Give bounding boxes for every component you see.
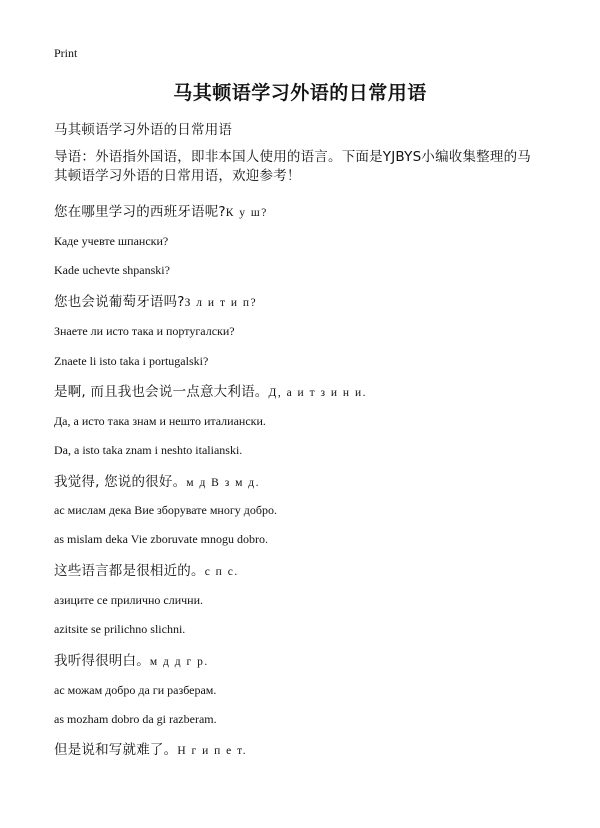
- phrase-chinese-tail: К у ш?: [225, 207, 268, 219]
- phrase-cyrillic: азиците се прилично слични.: [54, 593, 204, 607]
- page-title: 马其顿语学习外语的日常用语: [173, 82, 427, 104]
- phrase-cyrillic: Знаете ли исто така и португалски?: [54, 324, 235, 338]
- phrase-chinese-tail: с п с.: [204, 566, 239, 578]
- phrase-chinese-tail: м д В з м д.: [186, 477, 261, 489]
- phrase-chinese: 这些语言都是很相近的。с п с.: [54, 563, 239, 579]
- phrase-latin: Da, a isto taka znam i neshto italianski.: [54, 443, 243, 457]
- phrase-latin: as mozham dobro da gi razberam.: [54, 712, 217, 726]
- phrase-cyrillic: Да, а исто така знам и нешто италиански.: [54, 414, 266, 428]
- print-link[interactable]: Print: [54, 46, 78, 60]
- phrase-chinese-tail: Д, а и т з и н и.: [268, 387, 367, 399]
- phrase-chinese: 您也会说葡萄牙语吗?З л и т и п?: [54, 294, 258, 310]
- phrase-cyrillic: ас можам добро да ги разберам.: [54, 683, 217, 697]
- phrase-cyrillic: ас мислам дека Вие зборувате многу добро.: [54, 503, 277, 517]
- article-lead: 导语：外语指外国语，即非本国人使用的语言。下面是YJBYS小编收集整理的马其顿语学习外语的日常用语，欢迎参考！: [54, 149, 531, 184]
- phrase-chinese: 您在哪里学习的西班牙语呢?К у ш?: [54, 204, 268, 220]
- phrase-cyrillic: Каде учевте шпански?: [54, 234, 169, 248]
- phrase-chinese: 我觉得, 您说的很好。м д В з м д.: [54, 474, 261, 490]
- phrase-latin: azitsite se prilichno slichni.: [54, 622, 186, 636]
- phrase-chinese: 是啊, 而且我也会说一点意大利语。Д, а и т з и н и.: [54, 384, 367, 400]
- phrase-chinese: 我听得很明白。м д д г р.: [54, 653, 209, 669]
- phrase-chinese: 但是说和写就难了。Н г и п е т.: [54, 742, 248, 758]
- article-subtitle: 马其顿语学习外语的日常用语: [54, 122, 233, 138]
- phrase-latin: Kade uchevte shpanski?: [54, 263, 170, 277]
- phrase-latin: Znaete li isto taka i portugalski?: [54, 354, 209, 368]
- phrase-latin: as mislam deka Vie zboruvate mnogu dobro.: [54, 532, 269, 546]
- phrase-chinese-tail: м д д г р.: [149, 656, 209, 668]
- phrase-chinese-tail: Н г и п е т.: [177, 745, 248, 757]
- phrase-chinese-tail: З л и т и п?: [184, 297, 258, 309]
